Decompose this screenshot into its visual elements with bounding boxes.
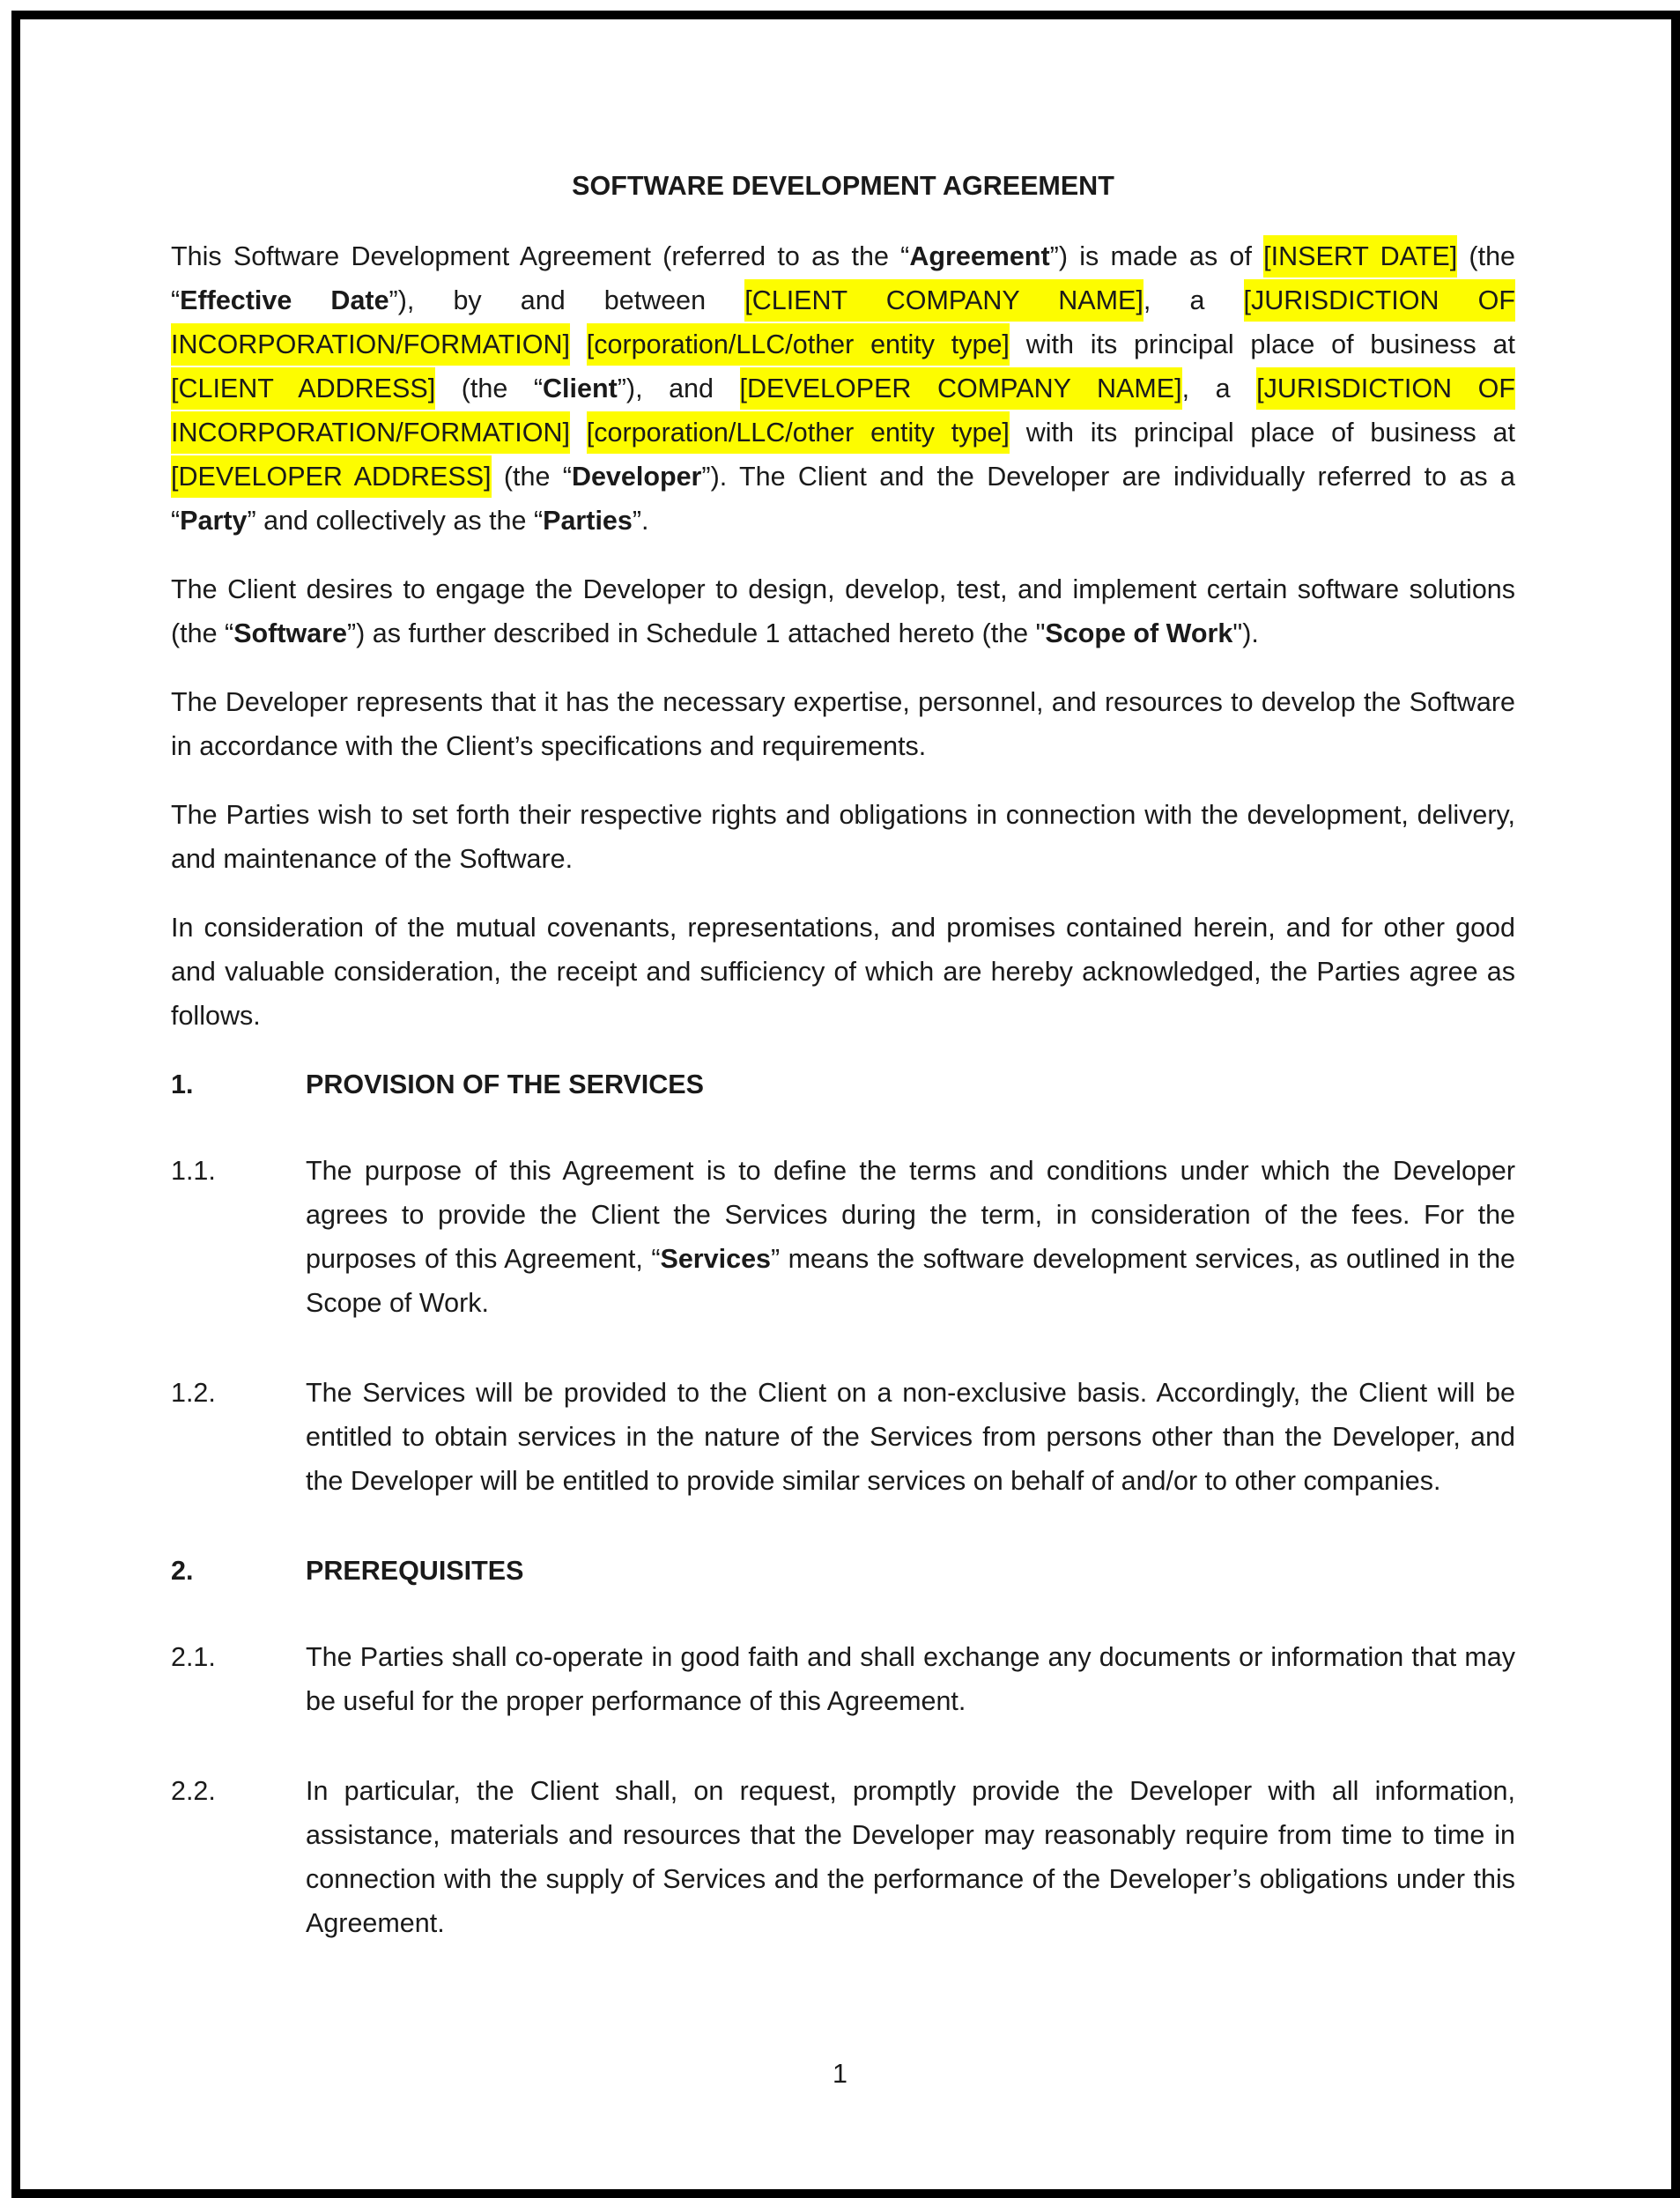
placeholder-highlight: [JURISDICTION OF INCORPORATION/FORMATION] bbox=[171, 279, 1515, 366]
intro-paragraphs bbox=[171, 234, 1515, 1038]
intro-paragraph: In consideration of the mutual covenants, representations, and promises contained herein, and for other good and valuable consideration, the receipt and sufficiency of which are hereby acknowledged, the Parties agree as follows. bbox=[171, 913, 1515, 1031]
placeholder-highlight: [DEVELOPER COMPANY NAME] bbox=[740, 367, 1182, 410]
sections bbox=[171, 1062, 1515, 1945]
section-heading-text: PROVISION OF THE SERVICES bbox=[306, 1069, 704, 1099]
numbered-clause bbox=[171, 1769, 1515, 1945]
placeholder-highlight: [corporation/LLC/other entity type] bbox=[587, 323, 1010, 366]
placeholder-highlight: [CLIENT COMPANY NAME] bbox=[744, 279, 1143, 322]
section-number: 2. bbox=[171, 1556, 194, 1586]
numbered-clause bbox=[171, 1371, 1515, 1503]
placeholder-highlight: [INSERT DATE] bbox=[1263, 235, 1457, 278]
clause-text: The purpose of this Agreement is to define the terms and conditions under which the Developer agrees to provide the Client the Services during the term, in consideration of the fees. For the purposes of this Agreement, “Services” means the software development services, as outlined in the Scope of Work. bbox=[306, 1156, 1515, 1318]
page-number: 1 bbox=[833, 2059, 847, 2089]
section-heading bbox=[171, 1549, 1515, 1593]
intro-paragraph: The Parties wish to set forth their respective rights and obligations in connection with the development, delivery, and maintenance of the Software. bbox=[171, 800, 1515, 874]
clause-text: The Services will be provided to the Client on a non-exclusive basis. Accordingly, the Client will be entitled to obtain services in the nature of the Services from persons other than the Developer, and the Developer will be entitled to provide similar services on behalf of and/or to other companies. bbox=[306, 1378, 1515, 1496]
placeholder-highlight: [corporation/LLC/other entity type] bbox=[587, 411, 1010, 454]
clause-number: 1.2. bbox=[171, 1378, 216, 1408]
clause-number: 2.1. bbox=[171, 1642, 216, 1672]
intro-paragraph: The Developer represents that it has the necessary expertise, personnel, and resources to develop the Software in accordance with the Client’s specifications and requirements. bbox=[171, 687, 1515, 761]
clause-text: In particular, the Client shall, on request, promptly provide the Developer with all information, assistance, materials and resources that the Developer may reasonably require from time to time in connection with the supply of Services and the performance of the Developer’s obligations under this Agreement. bbox=[306, 1776, 1515, 1938]
section-number: 1. bbox=[171, 1069, 194, 1099]
clause-number: 1.1. bbox=[171, 1156, 216, 1186]
placeholder-highlight: [DEVELOPER ADDRESS] bbox=[171, 455, 492, 498]
section-heading-text: PREREQUISITES bbox=[306, 1556, 524, 1586]
numbered-clause bbox=[171, 1149, 1515, 1325]
clause-text: The Parties shall co-operate in good faith and shall exchange any documents or information that may be useful for the proper performance of this Agreement. bbox=[306, 1642, 1515, 1716]
intro-paragraph: This Software Development Agreement (referred to as the “Agreement”) is made as of [INSERT DATE] (the “Effective Date”), by and between [CLIENT COMPANY NAME], a [JURISDICTION OF INCORPORATION/FORMATION] [corporation/LLC/other entity type] with its principal place of business at [CLIENT ADDRESS] (the “Client”), and [DEVELOPER COMPANY NAME], a [JURISDICTION OF INCORPORATION/FORMATION] [corporation/LLC/other entity type] with its principal place of business at [DEVELOPER ADDRESS] (the “Developer”). The Client and the Developer are individually referred to as a “Party” and collectively as the “Parties”. bbox=[171, 234, 1515, 543]
document-title: SOFTWARE DEVELOPMENT AGREEMENT bbox=[572, 171, 1114, 201]
intro-paragraph: The Client desires to engage the Developer to design, develop, test, and implement certain software solutions (the “Software”) as further described in Schedule 1 attached hereto (the "Scope of Work"). bbox=[171, 574, 1515, 648]
section-heading bbox=[171, 1062, 1515, 1106]
placeholder-highlight: [JURISDICTION OF INCORPORATION/FORMATION] bbox=[171, 367, 1515, 454]
clause-number: 2.2. bbox=[171, 1776, 216, 1806]
placeholder-highlight: [CLIENT ADDRESS] bbox=[171, 367, 435, 410]
numbered-clause bbox=[171, 1635, 1515, 1723]
